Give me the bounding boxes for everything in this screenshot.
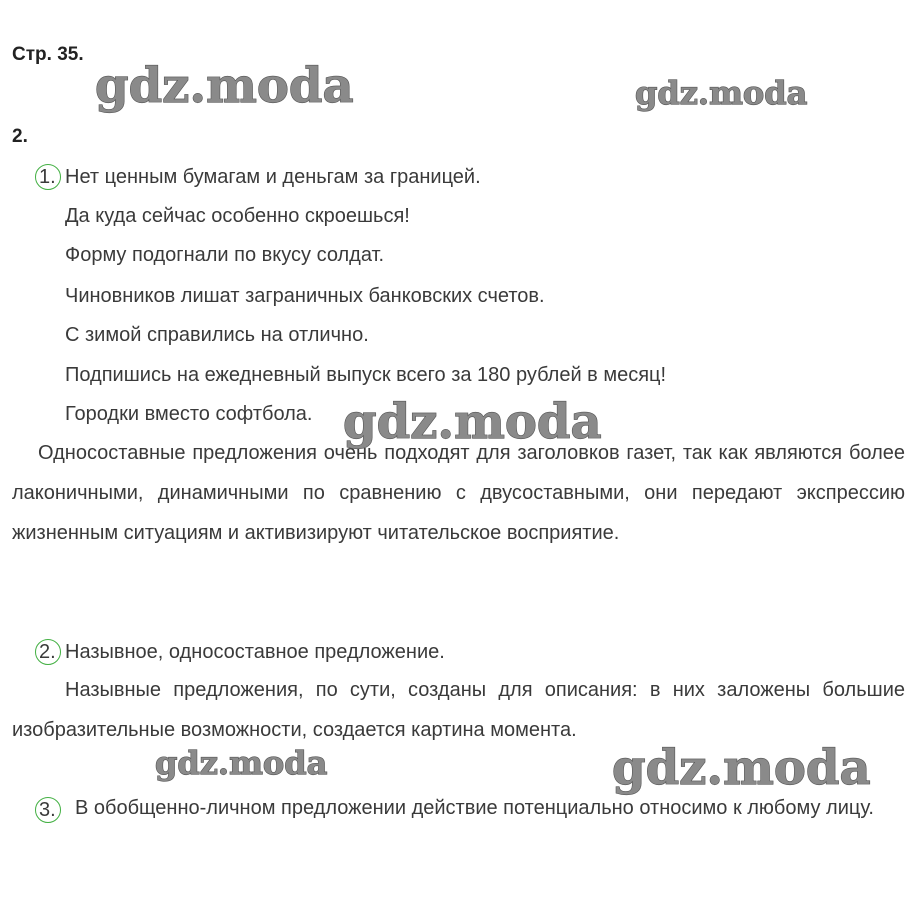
item-1-paragraph [12, 433, 905, 553]
item-1-number: 1. [39, 166, 56, 188]
item-2-paragraph [12, 670, 905, 750]
item-2-number: 2. [39, 641, 56, 663]
item-1-line-6: Подпишись на ежедневный выпуск всего за 180 рублей в месяц! [65, 364, 667, 386]
item-1-line-1: Нет ценным бумагам и деньгам за границей. [65, 166, 481, 188]
item-3-paragraph-text: В обобщенно-личном предложении действие потенциально относимо к любому лицу. [75, 797, 874, 819]
page-title: Стр. 35. [12, 44, 84, 65]
item-2-paragraph-text: Назывные предложения, по сути, созданы для описания: в них заложены большие изобразительные возможности, создается картина момента. [12, 679, 905, 741]
svg-text:gdz.moda: gdz.moda [635, 74, 808, 112]
item-1-line-7: Городки вместо софтбола. [65, 403, 313, 425]
item-1-paragraph-text: Односоставные предложения очень подходят для заголовков газет, так как являются более лаконичными, динамичными по сравнению с двусоставными, они передают экспрессию жизненным ситуациям и активизируют читательское восприятие. [12, 442, 905, 544]
svg-text:gdz.moda: gdz.moda [343, 394, 602, 450]
svg-text:gdz.moda: gdz.moda [95, 58, 354, 114]
watermark-logo [635, 74, 815, 112]
item-1-line-5: С зимой справились на отлично. [65, 324, 369, 346]
watermark-logo [95, 58, 360, 114]
item-1-line-2: Да куда сейчас особенно скроешься! [65, 205, 410, 227]
item-2-line: Назывное, односоставное предложение. [65, 641, 445, 663]
svg-text:gdz.moda: gdz.moda [612, 740, 871, 796]
item-1-line-3: Форму подогнали по вкусу солдат. [65, 244, 385, 266]
svg-text:gdz.moda: gdz.moda [155, 744, 328, 782]
task-number: 2. [12, 126, 28, 147]
item-3-number: 3. [39, 799, 56, 821]
item-1-line-4: Чиновников лишат заграничных банковских счетов. [65, 285, 545, 307]
item-3-paragraph [12, 788, 905, 828]
